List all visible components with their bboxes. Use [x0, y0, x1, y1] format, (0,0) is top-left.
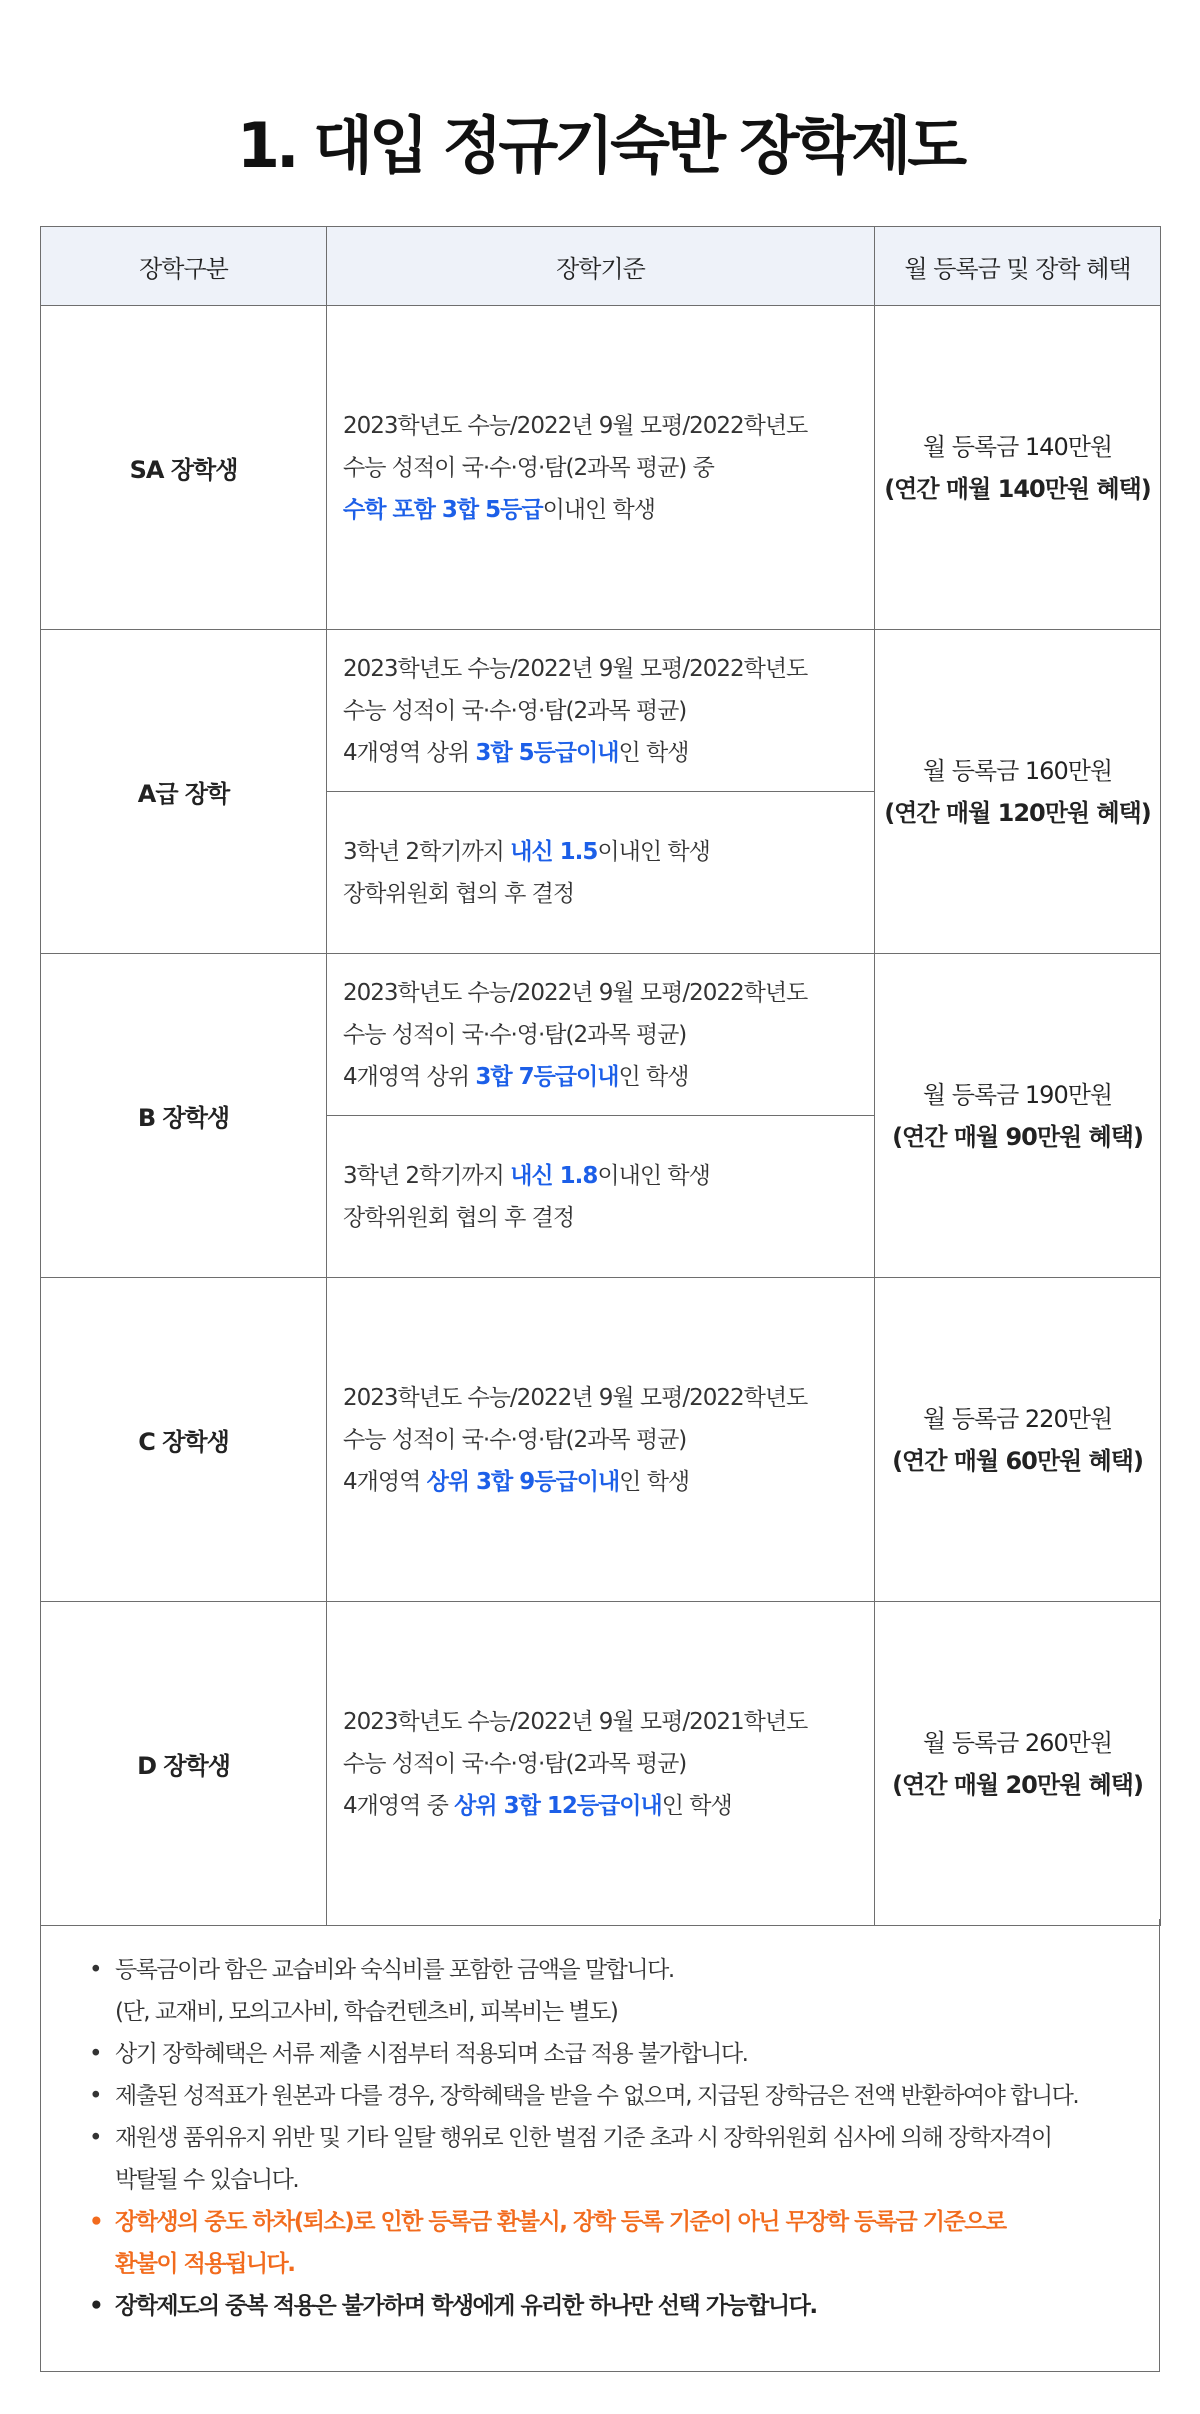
- fee-cell: [875, 954, 1161, 1278]
- criteria-highlight: 내신 1.8: [510, 1162, 598, 1189]
- bullet-icon: •: [89, 1957, 102, 1983]
- grade-name: B 장학생: [41, 954, 327, 1278]
- criteria-highlight: 3합 5등급이내: [475, 739, 619, 766]
- criteria-line: 2023학년도 수능/2022년 9월 모평/2021학년도: [343, 1708, 808, 1735]
- bullet-icon: •: [89, 2125, 102, 2151]
- criteria-line: 수능 성적이 국·수·영·탐(2과목 평균): [343, 697, 687, 724]
- note-item: [89, 2285, 1119, 2327]
- note-subtext: (단, 교재비, 모의고사비, 학습컨텐츠비, 피복비는 별도): [115, 1999, 618, 2025]
- criteria-cell: [327, 954, 875, 1116]
- criteria-line: [343, 489, 874, 531]
- criteria-cell: [327, 1116, 875, 1278]
- criteria-text: 이내인 학생: [542, 496, 655, 523]
- criteria-text: 4개영역 중: [343, 1792, 455, 1819]
- note-text: 제출된 성적표가 원본과 다를 경우, 장학혜택을 받을 수 없으며, 지급된 장학금은 전액 반환하여야 합니다.: [115, 2083, 1079, 2109]
- monthly-fee: 월 등록금 140만원: [922, 432, 1113, 461]
- benefit-text: (연간 매월 60만원 혜택): [892, 1446, 1143, 1475]
- criteria-line: 수능 성적이 국·수·영·탐(2과목 평균): [343, 1426, 687, 1453]
- criteria-cell: [327, 630, 875, 792]
- criteria-line: [343, 1461, 874, 1503]
- fee-cell: [875, 630, 1161, 954]
- grade-name: C 장학생: [41, 1278, 327, 1602]
- criteria-cell: [327, 1602, 875, 1926]
- note-text: 장학생의 중도 하차(퇴소)로 인한 등록금 환불시, 장학 등록 기준이 아닌 무장학 등록금 기준으로: [115, 2209, 1006, 2235]
- criteria-highlight: 수학 포함 3합 5등급: [343, 496, 543, 523]
- criteria-highlight: 3합 7등급이내: [475, 1063, 619, 1090]
- note-text: 재원생 품위유지 위반 및 기타 일탈 행위로 인한 벌점 기준 초과 시 장학위원회 심사에 의해 장학자격이: [115, 2125, 1052, 2151]
- criteria-text: 인 학생: [618, 1063, 689, 1090]
- note-item: [89, 2033, 1119, 2075]
- scholarship-table: [40, 226, 1161, 1926]
- grade-name: SA 장학생: [41, 306, 327, 630]
- criteria-text: 이내인 학생: [597, 838, 710, 865]
- criteria-text: 인 학생: [618, 739, 689, 766]
- note-item-warning: [89, 2201, 1119, 2285]
- bullet-icon: •: [89, 2041, 102, 2067]
- criteria-line: 장학위원회 협의 후 결정: [343, 1204, 575, 1231]
- benefit-text: (연간 매월 90만원 혜택): [892, 1122, 1143, 1151]
- criteria-cell: [327, 306, 875, 630]
- criteria-highlight: 내신 1.5: [510, 838, 598, 865]
- note-text: 상기 장학혜택은 서류 제출 시점부터 적용되며 소급 적용 불가합니다.: [115, 2041, 748, 2067]
- page-title: 1. 대입 정규기숙반 장학제도: [236, 109, 964, 182]
- header-fee: 월 등록금 및 장학 혜택: [875, 227, 1161, 306]
- note-text: 장학제도의 중복 적용은 불가하며 학생에게 유리한 하나만 선택 가능합니다.: [115, 2293, 817, 2319]
- criteria-highlight: 상위 3합 12등급이내: [454, 1792, 662, 1819]
- monthly-fee: 월 등록금 160만원: [922, 756, 1113, 785]
- benefit-text: (연간 매월 140만원 혜택): [884, 474, 1151, 503]
- criteria-line: 2023학년도 수능/2022년 9월 모평/2022학년도: [343, 412, 808, 439]
- criteria-cell: [327, 792, 875, 954]
- criteria-text: 인 학생: [619, 1468, 690, 1495]
- table-row: [41, 306, 1161, 630]
- criteria-line: [343, 1785, 874, 1827]
- grade-name: D 장학생: [41, 1602, 327, 1926]
- criteria-highlight: 상위 3합 9등급이내: [426, 1468, 620, 1495]
- criteria-line: 수능 성적이 국·수·영·탐(2과목 평균): [343, 1021, 687, 1048]
- table-row: [41, 630, 1161, 792]
- fee-cell: [875, 1278, 1161, 1602]
- note-item: [89, 2117, 1119, 2201]
- notes-list: [89, 1949, 1119, 2327]
- table-header-row: [41, 227, 1161, 306]
- criteria-cell: [327, 1278, 875, 1602]
- criteria-line: [343, 732, 874, 774]
- bullet-icon: •: [89, 2083, 102, 2109]
- table-row: [41, 1278, 1161, 1602]
- bullet-icon: •: [89, 2293, 103, 2319]
- criteria-line: 2023학년도 수능/2022년 9월 모평/2022학년도: [343, 1384, 808, 1411]
- benefit-text: (연간 매월 120만원 혜택): [884, 798, 1151, 827]
- criteria-text: 3학년 2학기까지: [343, 838, 511, 865]
- note-text: 등록금이라 함은 교습비와 숙식비를 포함한 금액을 말합니다.: [115, 1957, 674, 1983]
- criteria-line: 장학위원회 협의 후 결정: [343, 880, 575, 907]
- criteria-text: 이내인 학생: [597, 1162, 710, 1189]
- criteria-text: 인 학생: [661, 1792, 732, 1819]
- criteria-line: [343, 1155, 874, 1197]
- monthly-fee: 월 등록금 190만원: [922, 1080, 1113, 1109]
- note-subtext: 박탈될 수 있습니다.: [115, 2167, 299, 2193]
- note-item: [89, 1949, 1119, 2033]
- table-row: [41, 954, 1161, 1116]
- criteria-text: 3학년 2학기까지: [343, 1162, 511, 1189]
- header-grade: 장학구분: [41, 227, 327, 306]
- criteria-line: 2023학년도 수능/2022년 9월 모평/2022학년도: [343, 655, 808, 682]
- criteria-line: 수능 성적이 국·수·영·탐(2과목 평균) 중: [343, 454, 714, 481]
- grade-name: A급 장학: [41, 630, 327, 954]
- bullet-icon: •: [89, 2209, 103, 2235]
- header-criteria: 장학기준: [327, 227, 875, 306]
- criteria-text: 4개영역 상위: [343, 1063, 476, 1090]
- criteria-line: [343, 1056, 874, 1098]
- criteria-text: 4개영역: [343, 1468, 427, 1495]
- notes-box: [40, 1919, 1160, 2372]
- criteria-line: 수능 성적이 국·수·영·탐(2과목 평균): [343, 1750, 687, 1777]
- fee-cell: [875, 1602, 1161, 1926]
- criteria-line: 2023학년도 수능/2022년 9월 모평/2022학년도: [343, 979, 808, 1006]
- note-item: [89, 2075, 1119, 2117]
- criteria-text: 4개영역 상위: [343, 739, 476, 766]
- criteria-line: [343, 831, 874, 873]
- note-subtext: 환불이 적용됩니다.: [115, 2251, 295, 2277]
- table-row: [41, 1602, 1161, 1926]
- fee-cell: [875, 306, 1161, 630]
- monthly-fee: 월 등록금 260만원: [922, 1728, 1113, 1757]
- benefit-text: (연간 매월 20만원 혜택): [892, 1770, 1143, 1799]
- monthly-fee: 월 등록금 220만원: [922, 1404, 1113, 1433]
